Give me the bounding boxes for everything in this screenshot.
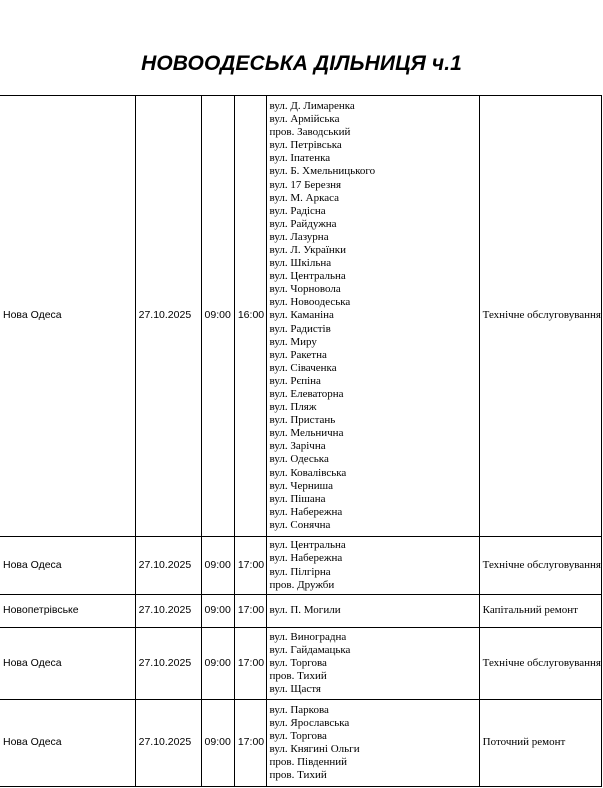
table-row: [0, 96, 602, 537]
street-item: вул. Сіваченка: [269, 361, 337, 374]
street-item: вул. Ковалівська: [269, 466, 347, 479]
start-time-cell: 09:00: [201, 628, 234, 700]
location-cell: Нова Одеса: [0, 700, 135, 787]
street-item: вул. Княгині Ольги: [269, 743, 360, 755]
end-time-cell: 16:00: [234, 96, 266, 537]
street-item: вул. Сонячна: [269, 518, 331, 531]
date-cell: 27.10.2025: [135, 595, 201, 628]
work-type-cell: Технічне обслуговування: [479, 537, 601, 595]
street-item: вул. Райдужна: [269, 217, 337, 230]
street-item: вул. Лазурна: [269, 230, 329, 243]
streets-cell: [266, 595, 479, 628]
location-cell: Новопетрівське: [0, 595, 135, 628]
date-cell: 27.10.2025: [135, 700, 201, 787]
table-row: [0, 595, 602, 628]
end-time-cell: 17:00: [234, 700, 266, 787]
end-time-cell: 17:00: [234, 595, 266, 628]
street-item: вул. Д. Лимаренка: [269, 99, 355, 112]
street-item: пров. Південний: [269, 756, 348, 769]
table-row: [0, 628, 602, 700]
street-item: вул. Набережна: [269, 552, 343, 565]
street-item: вул. Мельнична: [269, 427, 344, 440]
street-item: вул. Пристань: [269, 414, 336, 427]
date-cell: 27.10.2025: [135, 96, 201, 537]
street-item: пров. Тихий: [269, 769, 327, 782]
streets-cell: [266, 537, 479, 595]
table-row: [0, 700, 602, 787]
street-item: вул. Радісна: [269, 204, 326, 217]
work-type-cell: Технічне обслуговування: [479, 628, 601, 700]
streets-cell: [266, 96, 479, 537]
street-item: вул. Центральна: [269, 539, 346, 552]
street-item: вул. Б. Хмельницького: [269, 165, 376, 178]
end-time-cell: 17:00: [234, 537, 266, 595]
street-item: вул. Петрівська: [269, 139, 342, 152]
table-row: [0, 537, 602, 595]
street-item: вул. Армійська: [269, 113, 340, 126]
street-item: вул. Іпатенка: [269, 152, 331, 165]
street-item: вул. Чорновола: [269, 283, 341, 296]
street-item: пров. Дружби: [269, 578, 335, 591]
street-item: вул. Пішана: [269, 492, 326, 505]
street-item: вул. Ярославська: [269, 716, 350, 729]
outage-schedule-table: [0, 95, 602, 787]
street-item: вул. Щастя: [269, 683, 321, 696]
street-item: вул. Торгова: [269, 656, 327, 669]
page-title: НОВООДЕСЬКА ДІЛЬНИЦЯ ч.1: [141, 52, 462, 75]
street-item: вул. 17 Березня: [269, 178, 342, 191]
street-item: вул. Каманіна: [269, 309, 334, 322]
start-time-cell: 09:00: [201, 595, 234, 628]
street-item: вул. Пілгірна: [269, 565, 331, 578]
street-item: вул. Радистів: [269, 322, 331, 335]
work-type-cell: Поточний ремонт: [479, 700, 601, 787]
street-item: вул. Шкільна: [269, 257, 332, 270]
street-item: вул. Одеська: [269, 453, 329, 466]
start-time-cell: 09:00: [201, 537, 234, 595]
street-item: пров. Заводський: [269, 126, 351, 139]
street-item: вул. Набережна: [269, 505, 343, 518]
street-item: вул. Торгова: [269, 729, 327, 742]
location-cell: Нова Одеса: [0, 537, 135, 595]
work-type-cell: Капітальний ремонт: [479, 595, 601, 628]
street-item: вул. Зарічна: [269, 440, 326, 453]
start-time-cell: 09:00: [201, 700, 234, 787]
end-time-cell: 17:00: [234, 628, 266, 700]
street-item: вул. Гайдамацька: [269, 643, 351, 656]
street-item: вул. Новоодеська: [269, 296, 351, 309]
work-type-cell: Технічне обслуговування: [479, 96, 601, 537]
street-item: вул. Центральна: [269, 270, 346, 283]
streets-cell: [266, 700, 479, 787]
streets-cell: [266, 628, 479, 700]
date-cell: 27.10.2025: [135, 628, 201, 700]
location-cell: Нова Одеса: [0, 628, 135, 700]
street-item: вул. Миру: [269, 335, 317, 348]
street-item: вул. Ракетна: [269, 348, 327, 361]
street-item: вул. Елеваторна: [269, 388, 344, 401]
street-item: вул. Паркова: [269, 703, 329, 716]
location-cell: Нова Одеса: [0, 96, 135, 537]
start-time-cell: 09:00: [201, 96, 234, 537]
street-item: вул. П. Могили: [269, 604, 341, 617]
street-item: пров. Тихий: [269, 670, 327, 683]
street-item: вул. Рєпіна: [269, 374, 321, 387]
street-item: вул. М. Аркаса: [269, 191, 340, 204]
date-cell: 27.10.2025: [135, 537, 201, 595]
street-item: вул. Виноградна: [269, 630, 347, 643]
street-item: вул. Пляж: [269, 401, 317, 414]
street-item: вул. Черниша: [269, 479, 334, 492]
street-item: вул. Л. Українки: [269, 243, 347, 256]
